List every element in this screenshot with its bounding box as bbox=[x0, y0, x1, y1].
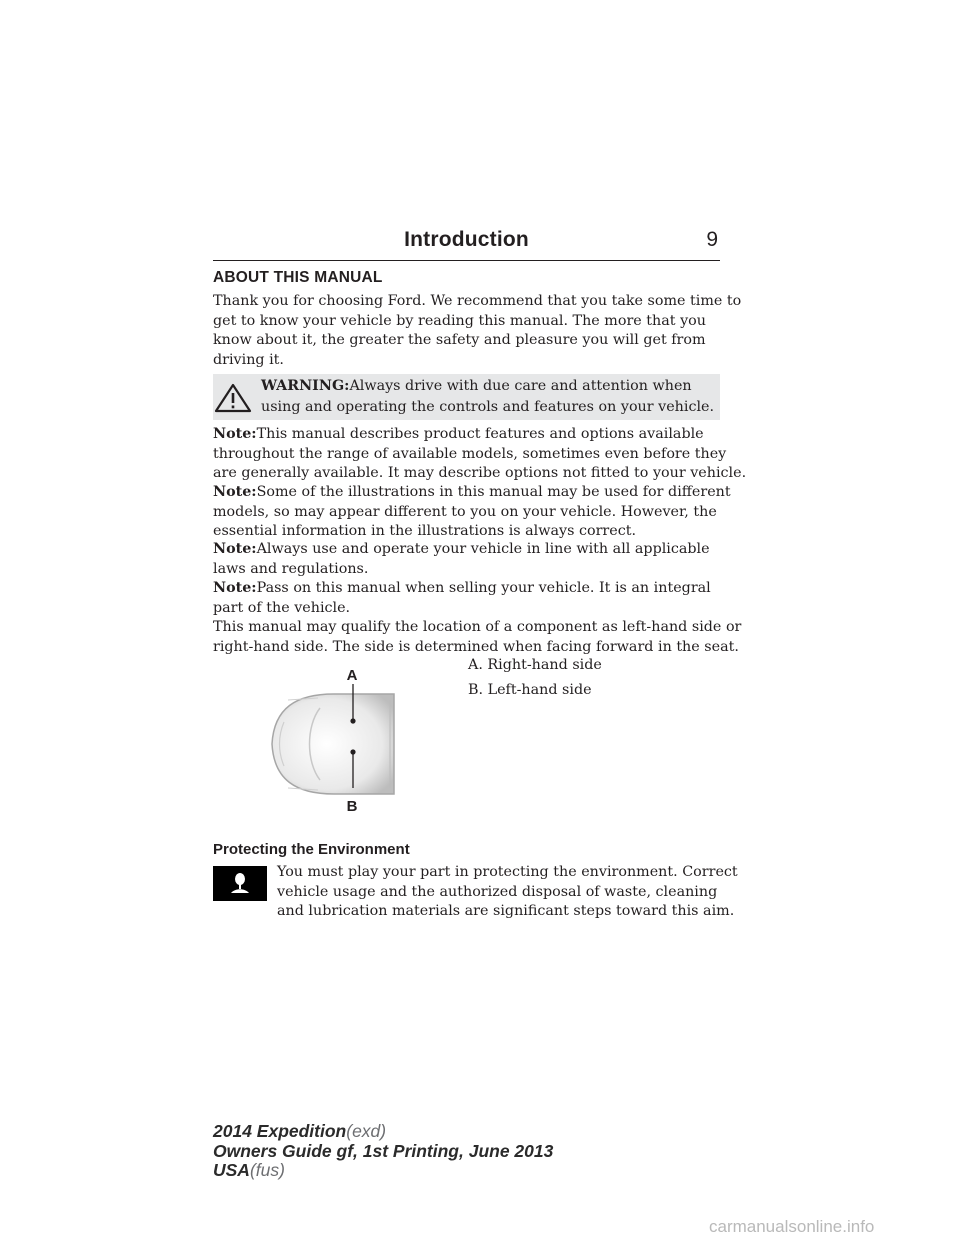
note-line: part of the vehicle. bbox=[213, 599, 351, 616]
label-b: B bbox=[346, 798, 358, 815]
note-line: This manual describes product features and options available bbox=[256, 426, 704, 442]
watermark: carmanualsonline.info bbox=[709, 1217, 875, 1236]
footer-model: 2014 Expedition bbox=[213, 1121, 347, 1141]
note-paragraph bbox=[213, 540, 733, 579]
note-paragraph bbox=[213, 483, 733, 542]
env-line: vehicle usage and the authorized disposal of waste, cleaning bbox=[277, 883, 718, 900]
footer-guide: Owners Guide gf, 1st Printing, June 2013 bbox=[213, 1140, 554, 1161]
warning-text bbox=[261, 376, 714, 418]
side-paragraph bbox=[213, 618, 742, 657]
intro-line: Thank you for choosing Ford. We recommend that you take some time to bbox=[213, 293, 742, 309]
side-line: This manual may qualify the location of a component as left-hand side or bbox=[213, 619, 742, 635]
note-line: laws and regulations. bbox=[213, 560, 369, 577]
warning-triangle-icon bbox=[213, 383, 253, 413]
note-line: Pass on this manual when selling your vehicle. It is an integral bbox=[256, 580, 711, 596]
legend-item: A. Right-hand side bbox=[468, 657, 602, 673]
warning-label: WARNING: bbox=[261, 378, 350, 394]
warning-line: using and operating the controls and features on your vehicle. bbox=[261, 399, 715, 415]
car-top-view-diagram bbox=[262, 660, 402, 825]
note-line: Some of the illustrations in this manual may be used for different bbox=[256, 484, 731, 500]
note-line: Always use and operate your vehicle in line with all applicable bbox=[256, 541, 710, 557]
warning-line: Always drive with due care and attention when bbox=[349, 378, 692, 394]
note-paragraph bbox=[213, 425, 747, 484]
car-body bbox=[272, 694, 394, 794]
intro-line: know about it, the greater the safety and pleasure you will get from bbox=[213, 332, 706, 348]
chapter-title: Introduction bbox=[404, 228, 529, 251]
note-label: Note: bbox=[213, 426, 257, 442]
note-line: models, so may appear different to you on your vehicle. However, the bbox=[213, 503, 717, 520]
note-label: Note: bbox=[213, 484, 257, 500]
section-title: ABOUT THIS MANUAL bbox=[213, 269, 383, 286]
side-line: right-hand side. The side is determined when facing forward in the seat. bbox=[213, 638, 739, 655]
env-line: and lubrication materials are significant steps toward this aim. bbox=[277, 903, 735, 919]
label-a: A bbox=[346, 667, 358, 684]
note-line: throughout the range of available models, sometimes even before they bbox=[213, 445, 727, 462]
intro-line: driving it. bbox=[213, 351, 284, 368]
environment-icon bbox=[213, 866, 267, 901]
note-line: essential information in the illustrations is always correct. bbox=[213, 523, 637, 539]
intro-line: get to know your vehicle by reading this manual. The more that you bbox=[213, 312, 706, 329]
label-a-dot bbox=[350, 718, 355, 723]
page-number: 9 bbox=[706, 228, 718, 251]
page-footer bbox=[213, 1122, 553, 1181]
footer-market: USA bbox=[213, 1160, 250, 1180]
note-label: Note: bbox=[213, 541, 257, 557]
page-header bbox=[213, 228, 720, 261]
subsection-title: Protecting the Environment bbox=[213, 841, 410, 858]
footer-market-code: (fus) bbox=[249, 1160, 285, 1180]
environment-paragraph bbox=[277, 863, 738, 922]
legend-item: B. Left-hand side bbox=[468, 682, 592, 698]
footer-model-code: (exd) bbox=[346, 1121, 387, 1141]
note-paragraph bbox=[213, 579, 733, 618]
note-line: are generally available. It may describe options not fitted to your vehicle. bbox=[213, 465, 747, 481]
note-label: Note: bbox=[213, 580, 257, 596]
env-line: You must play your part in protecting the environment. Correct bbox=[277, 864, 738, 880]
intro-paragraph bbox=[213, 292, 742, 370]
